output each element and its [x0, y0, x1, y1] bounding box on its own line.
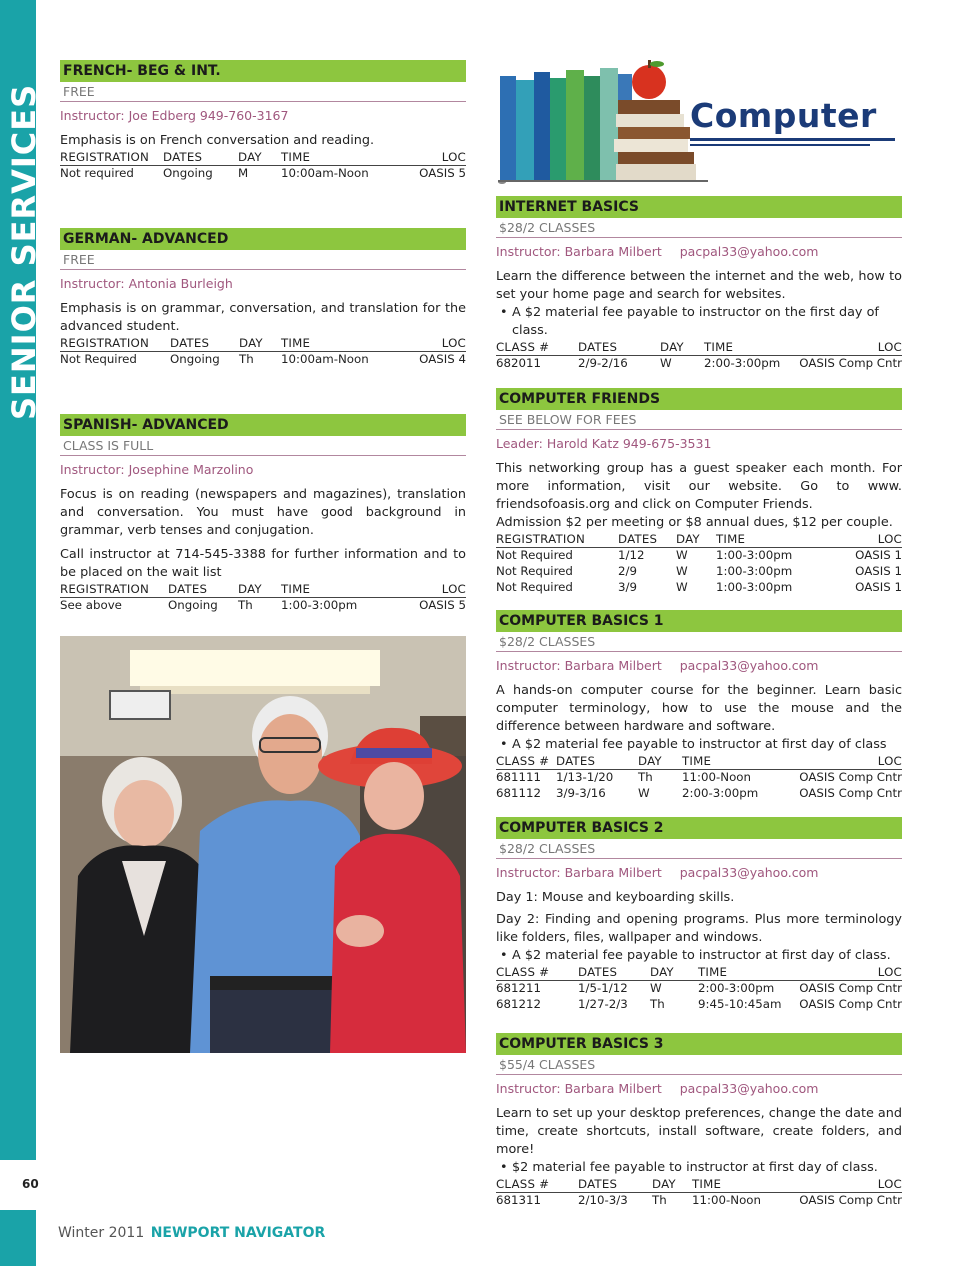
table-cell: 681211 [496, 981, 542, 996]
table-cell: W [660, 356, 672, 371]
section-description: Focus is on reading (newspapers and magazines), translation and conversation. You must have good background in grammar, verb tenses and conjugation. [60, 487, 466, 538]
table-cell: 2/9-2/16 [578, 356, 628, 371]
section-computer-basics-2 [496, 817, 902, 1012]
table-row [496, 579, 902, 595]
column-header: TIME [698, 965, 792, 980]
table-cell: OASIS 5 [419, 598, 466, 613]
table-cell: 1/13-1/20 [556, 770, 614, 785]
table-cell: Ongoing [168, 598, 218, 613]
table-header-row [496, 965, 902, 980]
table-cell: OASIS 1 [855, 580, 902, 594]
table-cell: 11:00-Noon [682, 770, 751, 785]
column-header: TIME [682, 754, 792, 769]
instructor-name: Instructor: Barbara Milbert [496, 865, 662, 880]
table-cell: 3/9 [618, 580, 637, 594]
instructor-name: Instructor: Barbara Milbert [496, 1081, 662, 1096]
schedule-table [496, 754, 902, 801]
table-header-row [496, 1177, 902, 1192]
table-header-row [60, 582, 466, 597]
instructor-email: pacpal33@yahoo.com [679, 658, 819, 673]
section-fee: FREE [60, 82, 466, 102]
section-french [60, 60, 466, 181]
bullet-note: • A $2 material fee payable to instructor on the first day of class. [496, 304, 902, 340]
sidebar-title: SENIOR SERVICES [5, 83, 43, 420]
column-header: LOC [401, 336, 466, 351]
table-cell: 681212 [496, 997, 542, 1011]
column-header: LOC [401, 150, 466, 165]
heading-rule [690, 144, 870, 146]
column-header: REGISTRATION [60, 150, 163, 165]
section-description: Call instructor at 714-545-3388 for further information and to be placed on the wait list [60, 547, 466, 580]
column-header: TIME [281, 336, 401, 351]
section-description: Emphasis is on grammar, conversation, and translation for the advanced student. [60, 301, 466, 334]
table-row [60, 351, 466, 367]
column-header: DAY [238, 150, 281, 165]
table-cell: OASIS Comp Cntr [799, 981, 902, 996]
section-fee: FREE [60, 250, 466, 270]
table-cell: 10:00am-Noon [281, 166, 369, 181]
table-cell: W [676, 564, 688, 578]
table-cell: OASIS Comp Cntr [799, 1193, 902, 1208]
column-header: CLASS # [496, 965, 578, 980]
section-description: Day 1: Mouse and keyboarding skills. [496, 890, 735, 905]
table-cell: 2:00-3:00pm [704, 356, 781, 371]
section-instructor [496, 238, 902, 264]
column-header: LOC [792, 965, 902, 980]
table-cell: Not Required [496, 580, 573, 594]
table-cell: Ongoing [170, 352, 220, 367]
column-header: DATES [556, 754, 638, 769]
table-cell: 2:00-3:00pm [698, 981, 775, 996]
column-header: DAY [238, 582, 281, 597]
group-photo [60, 636, 466, 1053]
table-cell: 2:00-3:00pm [682, 786, 759, 800]
section-german [60, 228, 466, 367]
column-header: DATES [618, 532, 676, 547]
section-title: COMPUTER FRIENDS [496, 388, 902, 410]
table-cell: 11:00-Noon [692, 1193, 761, 1208]
table-cell: 9:45-10:45am [698, 997, 782, 1011]
table-cell: 1:00-3:00pm [716, 564, 793, 578]
table-cell: 682011 [496, 356, 542, 371]
table-cell: OASIS 5 [419, 166, 466, 181]
section-title: INTERNET BASICS [496, 196, 902, 218]
section-description: Learn to set up your desktop preferences, change the date and time, create shortcuts, install software, create folders, and more! [496, 1106, 902, 1157]
table-cell: Th [650, 997, 665, 1011]
table-cell: See above [60, 598, 122, 613]
table-cell: W [676, 580, 688, 594]
table-header-row [60, 336, 466, 351]
table-row [496, 980, 902, 996]
table-cell: 681311 [496, 1193, 542, 1208]
column-header: DATES [168, 582, 238, 597]
table-row [496, 996, 902, 1012]
section-instructor [496, 859, 902, 885]
table-cell: W [638, 786, 650, 800]
table-cell: 2/10-3/3 [578, 1193, 628, 1208]
instructor-email: pacpal33@yahoo.com [679, 1081, 819, 1096]
section-title: COMPUTER BASICS 1 [496, 610, 902, 632]
column-header: DATES [163, 150, 238, 165]
table-cell: 1/27-2/3 [578, 997, 628, 1011]
column-header: DAY [652, 1177, 692, 1192]
table-cell: 681111 [496, 770, 542, 785]
table-cell: OASIS Comp Cntr [799, 356, 902, 371]
section-instructor [496, 1075, 902, 1101]
column-header: DATES [578, 340, 660, 355]
table-header-row [496, 340, 902, 355]
section-title: COMPUTER BASICS 3 [496, 1033, 902, 1055]
column-header: TIME [281, 150, 401, 165]
bullet-note: • A $2 material fee payable to instructor at first day of class. [496, 947, 902, 965]
section-fee: $28/2 CLASSES [496, 839, 902, 859]
column-header: DAY [239, 336, 281, 351]
section-description: Emphasis is on French conversation and reading. [60, 133, 375, 148]
section-title: COMPUTER BASICS 2 [496, 817, 902, 839]
table-cell: M [238, 166, 249, 181]
schedule-table [60, 582, 466, 613]
table-cell: 3/9-3/16 [556, 786, 606, 800]
table-header-row [496, 754, 902, 769]
column-header: LOC [792, 754, 902, 769]
column-header: LOC [401, 582, 466, 597]
column-header: CLASS # [496, 1177, 578, 1192]
instructor-name: Instructor: Barbara Milbert [496, 244, 662, 259]
schedule-table [60, 150, 466, 181]
table-row [60, 165, 466, 181]
schedule-table [496, 340, 902, 371]
table-cell: OASIS Comp Cntr [799, 770, 902, 785]
table-cell: W [676, 548, 688, 563]
section-computer-friends [496, 388, 902, 595]
table-header-row [496, 532, 902, 547]
table-cell: OASIS 4 [419, 352, 466, 367]
table-cell: Th [238, 598, 253, 613]
section-instructor: Leader: Harold Katz 949-675-3531 [496, 436, 712, 451]
section-spanish [60, 414, 466, 613]
table-cell: Th [239, 352, 254, 367]
schedule-table [496, 532, 902, 595]
section-title: GERMAN- ADVANCED [60, 228, 466, 250]
section-computer-basics-3 [496, 1033, 902, 1208]
section-instructor: Instructor: Antonia Burleigh [60, 276, 233, 291]
section-fee: $55/4 CLASSES [496, 1055, 902, 1075]
bullet-note: • $2 material fee payable to instructor at first day of class. [496, 1159, 902, 1177]
table-cell: Not Required [60, 352, 137, 367]
table-cell: W [650, 981, 662, 996]
footer-publication: NEWPORT NAVIGATOR [150, 1225, 326, 1241]
table-cell: 1:00-3:00pm [716, 548, 793, 563]
section-fee: $28/2 CLASSES [496, 632, 902, 652]
table-cell: OASIS Comp Cntr [799, 997, 902, 1011]
page-number: 60 [22, 1177, 39, 1191]
section-description: Admission $2 per meeting or $8 annual dues, $12 per couple. [496, 515, 893, 530]
bullet-note: • A $2 material fee payable to instructor at first day of class [496, 736, 902, 754]
column-header: LOC [782, 1177, 902, 1192]
footer-season: Winter 2011 [58, 1225, 145, 1241]
schedule-table [60, 336, 466, 367]
column-header: CLASS # [496, 340, 578, 355]
section-fee: $28/2 CLASSES [496, 218, 902, 238]
section-description: A hands-on computer course for the beginner. Learn basic computer terminology, how to use the mouse and the difference between hardware and software. [496, 683, 902, 734]
section-title: SPANISH- ADVANCED [60, 414, 466, 436]
instructor-email: pacpal33@yahoo.com [679, 865, 819, 880]
column-header: DAY [676, 532, 716, 547]
column-header: TIME [281, 582, 401, 597]
table-row [496, 785, 902, 801]
table-cell: 1:00-3:00pm [281, 598, 358, 613]
table-cell: 681112 [496, 786, 542, 800]
computer-heading: Computer [690, 96, 877, 135]
heading-rule [690, 138, 895, 141]
column-header: LOC [836, 532, 902, 547]
column-header: DAY [650, 965, 698, 980]
table-cell: OASIS 1 [855, 548, 902, 563]
column-header: DAY [660, 340, 704, 355]
table-row [60, 597, 466, 613]
table-cell: Not required [60, 166, 134, 181]
column-header: LOC [790, 340, 902, 355]
column-header: REGISTRATION [60, 336, 170, 351]
table-row [496, 769, 902, 785]
schedule-table [496, 965, 902, 1012]
table-cell: OASIS 1 [855, 564, 902, 578]
table-cell: OASIS Comp Cntr [799, 786, 902, 800]
section-fee: SEE BELOW FOR FEES [496, 410, 902, 430]
section-fee: CLASS IS FULL [60, 436, 466, 456]
column-header: REGISTRATION [496, 532, 618, 547]
column-header: DATES [578, 1177, 652, 1192]
column-header: TIME [716, 532, 836, 547]
section-instructor: Instructor: Josephine Marzolino [60, 462, 254, 477]
table-cell: Th [638, 770, 653, 785]
table-cell: Ongoing [163, 166, 213, 181]
table-cell: 1/5-1/12 [578, 981, 628, 996]
table-cell: Th [652, 1193, 667, 1208]
table-cell: Not Required [496, 564, 573, 578]
table-cell: 1/12 [618, 548, 645, 563]
section-computer-basics-1 [496, 610, 902, 801]
schedule-table [496, 1177, 902, 1208]
table-row [496, 1192, 902, 1208]
section-description: Day 2: Finding and opening programs. Plus more terminology like folders, files, wallpaper and windows. [496, 912, 902, 945]
column-header: DAY [638, 754, 682, 769]
column-header: TIME [704, 340, 790, 355]
table-cell: Not Required [496, 548, 573, 563]
column-header: DATES [578, 965, 650, 980]
column-header: TIME [692, 1177, 782, 1192]
instructor-email: pacpal33@yahoo.com [679, 244, 819, 259]
section-title: FRENCH- BEG & INT. [60, 60, 466, 82]
sidebar-strip-bottom [0, 1210, 36, 1266]
column-header: REGISTRATION [60, 582, 168, 597]
table-row [496, 563, 902, 579]
section-description: This networking group has a guest speaker each month. For more information, visit our website. Go to www. friendsofoasis.org and click on Computer Friends. [496, 461, 902, 512]
instructor-name: Instructor: Barbara Milbert [496, 658, 662, 673]
section-description: Learn the difference between the internet and the web, how to set your home page and search for websites. [496, 269, 902, 302]
table-row [496, 355, 902, 371]
table-row [496, 547, 902, 563]
column-header: CLASS # [496, 754, 556, 769]
page-footer [58, 1225, 325, 1241]
table-header-row [60, 150, 466, 165]
section-instructor [496, 652, 902, 678]
column-header: DATES [170, 336, 239, 351]
section-internet-basics [496, 196, 902, 371]
table-cell: 2/9 [618, 564, 637, 578]
section-instructor: Instructor: Joe Edberg 949-760-3167 [60, 108, 289, 123]
table-cell: 10:00am-Noon [281, 352, 369, 367]
table-cell: 1:00-3:00pm [716, 580, 793, 594]
